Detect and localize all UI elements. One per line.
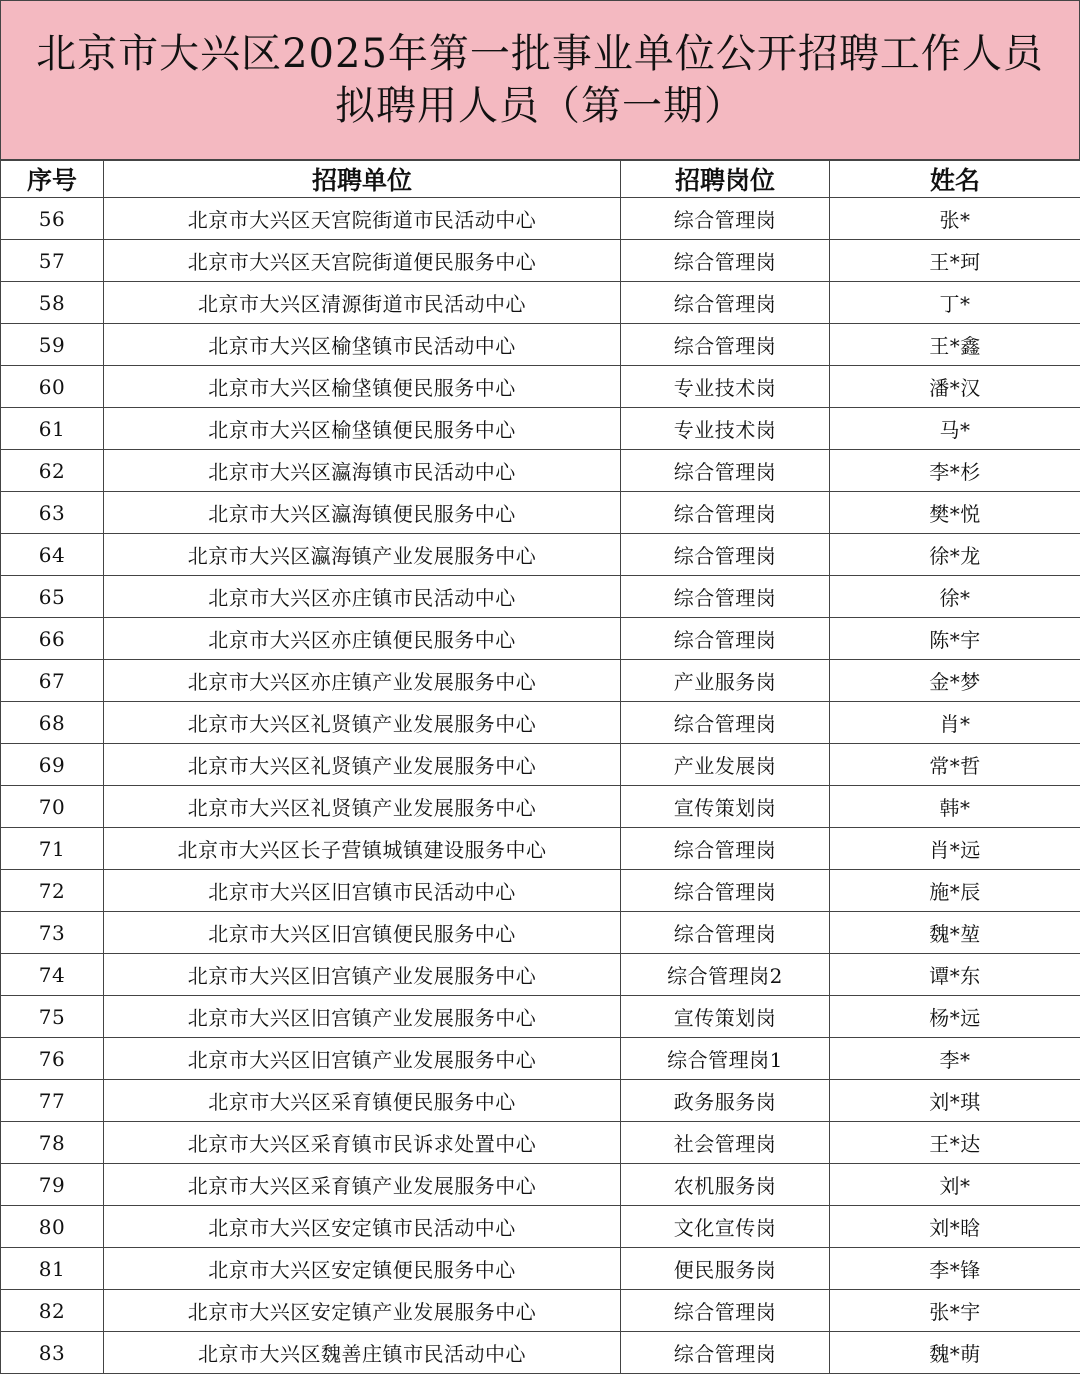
name-cell: 肖* bbox=[830, 702, 1080, 744]
name-cell: 张*宇 bbox=[830, 1290, 1080, 1332]
table-row bbox=[1, 240, 1080, 282]
name-cell: 丁* bbox=[830, 282, 1080, 324]
name-cell: 韩* bbox=[830, 786, 1080, 828]
recruiting-unit-cell: 北京市大兴区瀛海镇产业发展服务中心 bbox=[104, 534, 621, 576]
position-cell: 综合管理岗 bbox=[621, 450, 830, 492]
row-number-cell: 63 bbox=[1, 492, 104, 534]
table-row bbox=[1, 1248, 1080, 1290]
table-row bbox=[1, 1080, 1080, 1122]
name-cell: 马* bbox=[830, 408, 1080, 450]
name-cell: 刘*晗 bbox=[830, 1206, 1080, 1248]
name-cell: 谭*东 bbox=[830, 954, 1080, 996]
position-cell: 产业发展岗 bbox=[621, 744, 830, 786]
position-cell: 综合管理岗 bbox=[621, 1290, 830, 1332]
name-cell: 肖*远 bbox=[830, 828, 1080, 870]
table-row bbox=[1, 828, 1080, 870]
row-number-cell: 67 bbox=[1, 660, 104, 702]
table-row bbox=[1, 1290, 1080, 1332]
name-cell: 施*辰 bbox=[830, 870, 1080, 912]
table-row bbox=[1, 282, 1080, 324]
table-row bbox=[1, 366, 1080, 408]
row-number-cell: 72 bbox=[1, 870, 104, 912]
table-row bbox=[1, 786, 1080, 828]
recruiting-unit-cell: 北京市大兴区亦庄镇市民活动中心 bbox=[104, 576, 621, 618]
name-cell: 常*哲 bbox=[830, 744, 1080, 786]
position-cell: 综合管理岗 bbox=[621, 1332, 830, 1374]
recruiting-unit-cell: 北京市大兴区安定镇便民服务中心 bbox=[104, 1248, 621, 1290]
header-row bbox=[1, 161, 1080, 198]
recruiting-unit-cell: 北京市大兴区魏善庄镇市民活动中心 bbox=[104, 1332, 621, 1374]
name-cell: 杨*远 bbox=[830, 996, 1080, 1038]
row-number-cell: 65 bbox=[1, 576, 104, 618]
recruiting-unit-cell: 北京市大兴区旧宫镇市民活动中心 bbox=[104, 870, 621, 912]
table-row bbox=[1, 1206, 1080, 1248]
row-number-cell: 77 bbox=[1, 1080, 104, 1122]
row-number-cell: 69 bbox=[1, 744, 104, 786]
position-cell: 综合管理岗 bbox=[621, 282, 830, 324]
recruiting-unit-cell: 北京市大兴区榆垡镇便民服务中心 bbox=[104, 366, 621, 408]
title-line-2: 拟聘用人员（第一期） bbox=[335, 83, 745, 129]
table-row bbox=[1, 996, 1080, 1038]
recruiting-unit-cell: 北京市大兴区安定镇市民活动中心 bbox=[104, 1206, 621, 1248]
recruiting-unit-cell: 北京市大兴区采育镇便民服务中心 bbox=[104, 1080, 621, 1122]
roster-table bbox=[0, 160, 1080, 1374]
name-cell: 魏*堃 bbox=[830, 912, 1080, 954]
position-cell: 综合管理岗 bbox=[621, 534, 830, 576]
row-number-cell: 64 bbox=[1, 534, 104, 576]
row-number-cell: 82 bbox=[1, 1290, 104, 1332]
table-row bbox=[1, 702, 1080, 744]
row-number-cell: 83 bbox=[1, 1332, 104, 1374]
position-cell: 综合管理岗 bbox=[621, 828, 830, 870]
recruiting-unit-cell: 北京市大兴区礼贤镇产业发展服务中心 bbox=[104, 786, 621, 828]
recruiting-unit-cell: 北京市大兴区榆垡镇便民服务中心 bbox=[104, 408, 621, 450]
table-row bbox=[1, 954, 1080, 996]
recruiting-unit-cell: 北京市大兴区瀛海镇市民活动中心 bbox=[104, 450, 621, 492]
row-number-cell: 76 bbox=[1, 1038, 104, 1080]
header-post: 招聘岗位 bbox=[621, 161, 830, 198]
row-number-cell: 57 bbox=[1, 240, 104, 282]
name-cell: 刘* bbox=[830, 1164, 1080, 1206]
table-row bbox=[1, 534, 1080, 576]
title-banner bbox=[0, 0, 1080, 160]
row-number-cell: 78 bbox=[1, 1122, 104, 1164]
position-cell: 综合管理岗 bbox=[621, 912, 830, 954]
recruiting-unit-cell: 北京市大兴区清源街道市民活动中心 bbox=[104, 282, 621, 324]
recruiting-unit-cell: 北京市大兴区旧宫镇产业发展服务中心 bbox=[104, 1038, 621, 1080]
recruiting-unit-cell: 北京市大兴区采育镇市民诉求处置中心 bbox=[104, 1122, 621, 1164]
recruiting-unit-cell: 北京市大兴区采育镇产业发展服务中心 bbox=[104, 1164, 621, 1206]
header-name: 姓名 bbox=[830, 161, 1080, 198]
name-cell: 张* bbox=[830, 198, 1080, 240]
table-row bbox=[1, 198, 1080, 240]
position-cell: 综合管理岗 bbox=[621, 618, 830, 660]
position-cell: 综合管理岗 bbox=[621, 324, 830, 366]
name-cell: 金*梦 bbox=[830, 660, 1080, 702]
name-cell: 陈*宇 bbox=[830, 618, 1080, 660]
row-number-cell: 66 bbox=[1, 618, 104, 660]
row-number-cell: 62 bbox=[1, 450, 104, 492]
name-cell: 樊*悦 bbox=[830, 492, 1080, 534]
title-line-1: 北京市大兴区2025年第一批事业单位公开招聘工作人员 bbox=[36, 31, 1044, 77]
row-number-cell: 79 bbox=[1, 1164, 104, 1206]
recruiting-unit-cell: 北京市大兴区亦庄镇产业发展服务中心 bbox=[104, 660, 621, 702]
row-number-cell: 80 bbox=[1, 1206, 104, 1248]
position-cell: 产业服务岗 bbox=[621, 660, 830, 702]
position-cell: 农机服务岗 bbox=[621, 1164, 830, 1206]
row-number-cell: 68 bbox=[1, 702, 104, 744]
table-row bbox=[1, 1038, 1080, 1080]
name-cell: 王*达 bbox=[830, 1122, 1080, 1164]
row-number-cell: 71 bbox=[1, 828, 104, 870]
position-cell: 宣传策划岗 bbox=[621, 786, 830, 828]
name-cell: 魏*萌 bbox=[830, 1332, 1080, 1374]
row-number-cell: 59 bbox=[1, 324, 104, 366]
table-row bbox=[1, 1164, 1080, 1206]
row-number-cell: 56 bbox=[1, 198, 104, 240]
table-row bbox=[1, 324, 1080, 366]
recruiting-unit-cell: 北京市大兴区安定镇产业发展服务中心 bbox=[104, 1290, 621, 1332]
recruiting-unit-cell: 北京市大兴区礼贤镇产业发展服务中心 bbox=[104, 702, 621, 744]
position-cell: 政务服务岗 bbox=[621, 1080, 830, 1122]
recruiting-unit-cell: 北京市大兴区天宫院街道市民活动中心 bbox=[104, 198, 621, 240]
recruiting-unit-cell: 北京市大兴区旧宫镇产业发展服务中心 bbox=[104, 996, 621, 1038]
header-unit: 招聘单位 bbox=[104, 161, 621, 198]
recruiting-unit-cell: 北京市大兴区旧宫镇产业发展服务中心 bbox=[104, 954, 621, 996]
recruiting-unit-cell: 北京市大兴区旧宫镇便民服务中心 bbox=[104, 912, 621, 954]
header-no: 序号 bbox=[1, 161, 104, 198]
row-number-cell: 81 bbox=[1, 1248, 104, 1290]
table-row bbox=[1, 492, 1080, 534]
recruiting-unit-cell: 北京市大兴区亦庄镇便民服务中心 bbox=[104, 618, 621, 660]
name-cell: 刘*琪 bbox=[830, 1080, 1080, 1122]
position-cell: 宣传策划岗 bbox=[621, 996, 830, 1038]
table-row bbox=[1, 1122, 1080, 1164]
position-cell: 专业技术岗 bbox=[621, 408, 830, 450]
table-row bbox=[1, 1332, 1080, 1374]
table-row bbox=[1, 576, 1080, 618]
name-cell: 徐*龙 bbox=[830, 534, 1080, 576]
position-cell: 综合管理岗 bbox=[621, 870, 830, 912]
name-cell: 李*杉 bbox=[830, 450, 1080, 492]
name-cell: 徐* bbox=[830, 576, 1080, 618]
position-cell: 便民服务岗 bbox=[621, 1248, 830, 1290]
row-number-cell: 58 bbox=[1, 282, 104, 324]
table-row bbox=[1, 870, 1080, 912]
position-cell: 综合管理岗 bbox=[621, 492, 830, 534]
table-row bbox=[1, 660, 1080, 702]
position-cell: 综合管理岗2 bbox=[621, 954, 830, 996]
name-cell: 潘*汉 bbox=[830, 366, 1080, 408]
position-cell: 综合管理岗 bbox=[621, 702, 830, 744]
name-cell: 李*锋 bbox=[830, 1248, 1080, 1290]
name-cell: 李* bbox=[830, 1038, 1080, 1080]
table-row bbox=[1, 912, 1080, 954]
recruiting-unit-cell: 北京市大兴区长子营镇城镇建设服务中心 bbox=[104, 828, 621, 870]
row-number-cell: 70 bbox=[1, 786, 104, 828]
position-cell: 文化宣传岗 bbox=[621, 1206, 830, 1248]
table-row bbox=[1, 408, 1080, 450]
position-cell: 专业技术岗 bbox=[621, 366, 830, 408]
recruiting-unit-cell: 北京市大兴区天宫院街道便民服务中心 bbox=[104, 240, 621, 282]
table-row bbox=[1, 450, 1080, 492]
position-cell: 综合管理岗 bbox=[621, 198, 830, 240]
position-cell: 社会管理岗 bbox=[621, 1122, 830, 1164]
row-number-cell: 75 bbox=[1, 996, 104, 1038]
recruiting-unit-cell: 北京市大兴区瀛海镇便民服务中心 bbox=[104, 492, 621, 534]
recruiting-unit-cell: 北京市大兴区榆垡镇市民活动中心 bbox=[104, 324, 621, 366]
roster-body bbox=[1, 198, 1080, 1374]
row-number-cell: 73 bbox=[1, 912, 104, 954]
row-number-cell: 60 bbox=[1, 366, 104, 408]
recruiting-unit-cell: 北京市大兴区礼贤镇产业发展服务中心 bbox=[104, 744, 621, 786]
row-number-cell: 61 bbox=[1, 408, 104, 450]
name-cell: 王*鑫 bbox=[830, 324, 1080, 366]
table-row bbox=[1, 618, 1080, 660]
position-cell: 综合管理岗1 bbox=[621, 1038, 830, 1080]
name-cell: 王*珂 bbox=[830, 240, 1080, 282]
row-number-cell: 74 bbox=[1, 954, 104, 996]
table-row bbox=[1, 744, 1080, 786]
position-cell: 综合管理岗 bbox=[621, 240, 830, 282]
position-cell: 综合管理岗 bbox=[621, 576, 830, 618]
